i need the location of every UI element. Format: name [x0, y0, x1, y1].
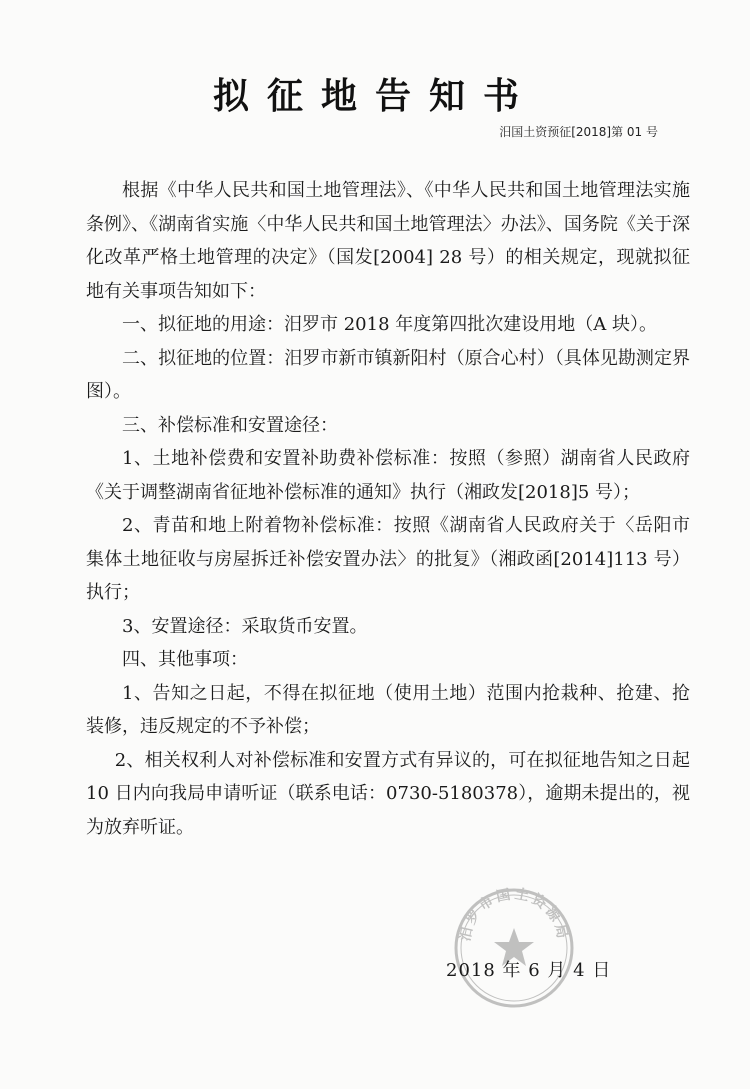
paragraph-compensation-heading: 三、补偿标准和安置途径： [122, 414, 338, 436]
seal-text: 汨罗市国土资源局 [457, 886, 571, 943]
official-seal [452, 886, 576, 1010]
paragraph-restriction: 1、告知之日起，不得在拟征地（使用土地）范围内抢栽种、抢建、抢装修，违反规定的不予补偿； [86, 682, 690, 737]
paragraph-crop-compensation: 2、青苗和地上附着物补偿标准：按照《湖南省人民政府关于〈岳阳市集体土地征收与房屋拆迁补偿安置办法〉的批复》（湘政函[2014]113 号）执行； [86, 515, 690, 603]
document-body [86, 174, 690, 844]
paragraph-location: 二、拟征地的位置：汨罗市新市镇新阳村（原合心村）（具体见勘测定界图）。 [86, 347, 690, 402]
paragraph-hearing: 2、相关权利人对补偿标准和安置方式有异议的，可在拟征地告知之日起 10 日内向我局申请听证（联系电话：0730-5180378），逾期未提出的，视为放弃听证。 [86, 749, 690, 838]
document-number: 汨国土资预征[2018]第 01 号 [499, 125, 658, 139]
document-date: 2018 年 6 月 4 日 [446, 960, 612, 981]
paragraph-usage: 一、拟征地的用途：汨罗市 2018 年度第四批次建设用地（A 块）。 [122, 314, 657, 335]
paragraph-other-heading: 四、其他事项： [122, 649, 248, 670]
paragraph-preamble: 根据《中华人民共和国土地管理法》、《中华人民共和国土地管理法实施条例》、《湖南省实施〈中华人民共和国土地管理法〉办法》、国务院《关于深化改革严格土地管理的决定》（国发[2004] 28 号）的相关规定，现就拟征地有关事项告知如下： [86, 180, 690, 302]
document-title: 拟征地告知书 [212, 76, 537, 117]
paragraph-resettlement: 3、安置途径：采取货币安置。 [122, 615, 368, 637]
paragraph-land-compensation: 1、土地补偿费和安置补助费补偿标准：按照（参照）湖南省人民政府《关于调整湖南省征地补偿标准的通知》执行（湘政发[2018]5 号）； [86, 448, 690, 503]
